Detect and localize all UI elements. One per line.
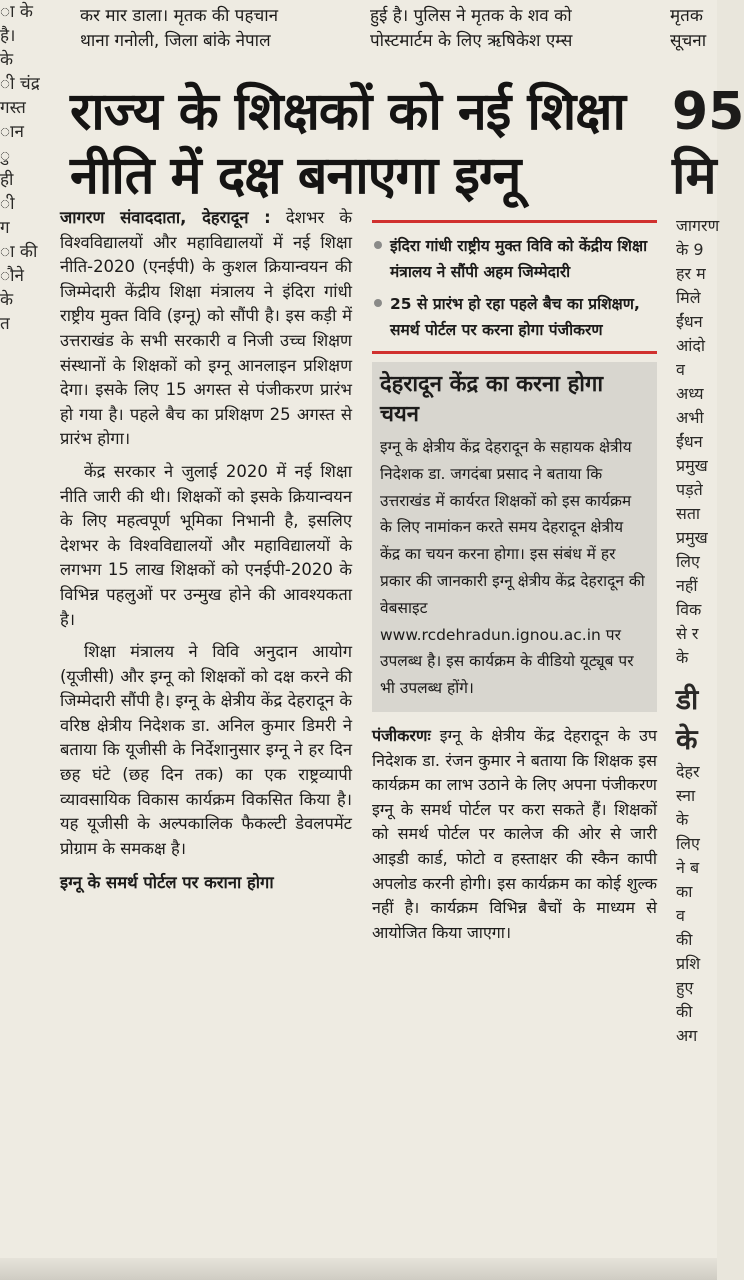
article-paragraph: शिक्षा मंत्रालय ने विवि अनुदान आयोग (यूजीसी) और इग्नू को शिक्षकों को दक्ष करने की जिम्मेदारी सौंपी है। इग्नू के क्षेत्रीय केंद्र देहरादून के वरिष्ठ क्षेत्रीय निदेशक डा. अनिल कुमार डिमरी ने बताया कि यूजीसी के निर्देशानुसार इग्नू ने हर दिन छह घंटे (छह दिन तक) का एक राष्ट्रव्यापी व्यावसायिक विकास कार्यक्रम विकसित किया है। यह यूजीसी के अल्पकालिक फैकल्टी डेवलपमेंट प्रोग्राम के समकक्ष है। [60, 642, 352, 858]
right-line: अध्य [676, 384, 704, 403]
top-strip-col1 [80, 4, 278, 54]
article-paragraph: केंद्र सरकार ने जुलाई 2020 में नई शिक्षा नीति जारी की थी। शिक्षकों को इसके क्रियान्वयन के लिए महत्वपूर्ण भूमिका निभानी है, इसलिए देशभर के विश्वविद्यालयों और महाविद्यालयों के लगभग 15 लाख शिक्षकों को एनईपी-2020 के विभिन्न पहलुओं पर उन्मुख होने की आवश्यकता है। [60, 461, 352, 629]
right-line: के [676, 648, 689, 667]
headline-line: नीति में दक्ष बनाएगा इग्नू [70, 146, 521, 206]
top-strip-col2 [370, 4, 572, 54]
right-line: के [676, 810, 689, 829]
right-line: ने ब [676, 858, 700, 877]
top-strip [70, 0, 717, 56]
top-line: थाना गनोली, जिला बांके नेपाल [80, 31, 271, 51]
left-line: के [0, 50, 14, 70]
left-line: गस्त [0, 98, 26, 118]
headline-line: राज्य के शिक्षकों को नई शिक्षा [70, 82, 625, 142]
left-line: के [0, 290, 14, 310]
info-box-text: इग्नू के क्षेत्रीय केंद्र देहरादून के सहायक क्षेत्रीय निदेशक डा. जगदंबा प्रसाद ने बताया कि उत्तराखंड में कार्यरत शिक्षकों को इस कार्यक्रम के लिए नामांकन करते समय देहरादून क्षेत्रीय केंद्र का चयन करना होगा। इस संबंध में हर प्रकार की जानकारी इग्नू क्षेत्रीय केंद्र देहरादून की वेबसाइट www.rcdehradun.ignou.ac.in पर उपलब्ध है। इस कार्यक्रम के वीडियो यूट्यूब पर भी उपलब्ध होंगे। [380, 438, 645, 698]
top-line: मृतक [670, 6, 703, 26]
left-line: ी [0, 194, 15, 214]
left-neighbor-column [0, 0, 40, 1250]
right-line: लिए [676, 834, 700, 853]
left-line: ी चंद्र [0, 74, 40, 94]
right-line: स्ना [676, 786, 696, 805]
right-line: अग [676, 1026, 698, 1045]
right-line: ईंधन [676, 432, 703, 451]
info-box-title: देहरादून केंद्र का करना होगा चयन [380, 372, 604, 427]
right-line: मिले [676, 288, 701, 307]
highlight-text: 25 से प्रारंभ हो रहा पहले बैच का प्रशिक्षण, समर्थ पोर्टल पर करना होगा पंजीकरण [390, 295, 640, 339]
left-line: ान [0, 122, 24, 142]
right-line: का [676, 882, 693, 901]
left-line: ही [0, 170, 14, 190]
right-line: विक [676, 600, 702, 619]
top-line: हुई है। पुलिस ने मृतक के शव को [370, 6, 572, 26]
right-line: हर म [676, 264, 706, 283]
right-line: प्रमुख [676, 528, 708, 547]
top-strip-col3 [670, 4, 706, 54]
right-neighbor-column [676, 214, 721, 1048]
right-headline-line: मि [672, 146, 717, 206]
top-line: सूचना [670, 31, 707, 51]
right-line: जागरण [676, 216, 720, 235]
right-line: प्रशि [676, 954, 701, 973]
right-line: सता [676, 504, 701, 523]
sidebar-column [372, 220, 657, 945]
right-line: नहीं [676, 576, 698, 595]
bullet-icon [374, 299, 382, 307]
right-subhead-line: डी [676, 683, 699, 716]
left-line: ा के [0, 2, 33, 22]
highlight-item [372, 233, 657, 285]
main-headline [70, 80, 660, 208]
right-line: प्रमुख [676, 456, 708, 475]
right-line: लिए [676, 552, 700, 571]
registration-label: पंजीकरणः [372, 725, 431, 745]
right-line: की [676, 1002, 693, 1021]
left-line: ु [0, 146, 11, 166]
right-line: से र [676, 624, 699, 643]
article-column [60, 206, 352, 896]
right-line: ईंधन [676, 312, 703, 331]
right-line: व [676, 360, 685, 379]
byline: जागरण संवाददाता, देहरादून : [60, 208, 271, 227]
divider [372, 351, 657, 354]
registration-text: इग्नू के क्षेत्रीय केंद्र देहरादून के उप निदेशक डा. रंजन कुमार ने बताया कि शिक्षक इस कार्यक्रम का लाभ उठाने के लिए अपना पंजीकरण इग्नू के समर्थ पोर्टल पर करा सकते हैं। शिक्षकों को समर्थ पोर्टल पर कालेज की ओर से जारी आइडी कार्ड, फोटो व हस्ताक्षर की स्कैन कापी अपलोड करनी होगी। इस कार्यक्रम का कोई शुल्क नहीं है। कार्यक्रम विभिन्न बैचों के माध्यम से आयोजित किया जाएगा। [372, 725, 658, 942]
right-line: व [676, 906, 685, 925]
highlight-item [372, 291, 657, 343]
paragraph-text: देशभर के विश्वविद्यालयों और महाविद्यालयों में नई शिक्षा नीति-2020 (एनईपी) के कुशल क्रियान्वयन की जिम्मेदारी केंद्रीय शिक्षा मंत्रालय ने इंदिरा गांधी राष्ट्रीय मुक्त विवि (इग्नू) को सौंपी है। इस कड़ी में उत्तराखंड के सभी सरकारी व निजी उच्च शिक्षण संस्थानों के शिक्षकों को इग्नू आनलाइन प्रशिक्षण देगा। इसके लिए 15 अगस्त से पंजीकरण प्रारंभ हो गया है। पहले बैच का प्रशिक्षण 25 अगस्त से प्रारंभ होगा। [60, 208, 352, 449]
right-subhead-line: के [676, 723, 698, 756]
top-line: कर मार डाला। मृतक की पहचान [80, 6, 279, 26]
bullet-icon [374, 241, 382, 249]
right-line: आंदो [676, 336, 705, 355]
right-line: अभी [676, 408, 704, 427]
right-line: हुए [676, 978, 694, 997]
right-line: के 9 [676, 240, 704, 259]
left-line: त [0, 314, 10, 334]
left-line: ग [0, 218, 10, 238]
article-subhead: इग्नू के समर्थ पोर्टल पर कराना होगा [60, 873, 274, 893]
bottom-edge [0, 1258, 717, 1280]
right-headline-line: 95 [672, 82, 744, 142]
right-line: की [676, 930, 693, 949]
article-paragraph [60, 206, 352, 452]
right-line: पड़ते [676, 480, 703, 499]
registration-paragraph [372, 724, 657, 945]
right-neighbor-headline [672, 80, 744, 208]
left-line: ा की [0, 242, 38, 262]
top-line: पोस्टमार्टम के लिए ऋषिकेश एम्स [370, 31, 573, 51]
divider [372, 220, 657, 223]
left-line: है। [0, 26, 16, 46]
left-line: ौने [0, 266, 24, 286]
highlight-text: इंदिरा गांधी राष्ट्रीय मुक्त विवि को केंद्रीय शिक्षा मंत्रालय ने सौंपी अहम जिम्मेदारी [390, 237, 648, 281]
right-line: देहर [676, 762, 700, 781]
info-box [372, 362, 657, 712]
